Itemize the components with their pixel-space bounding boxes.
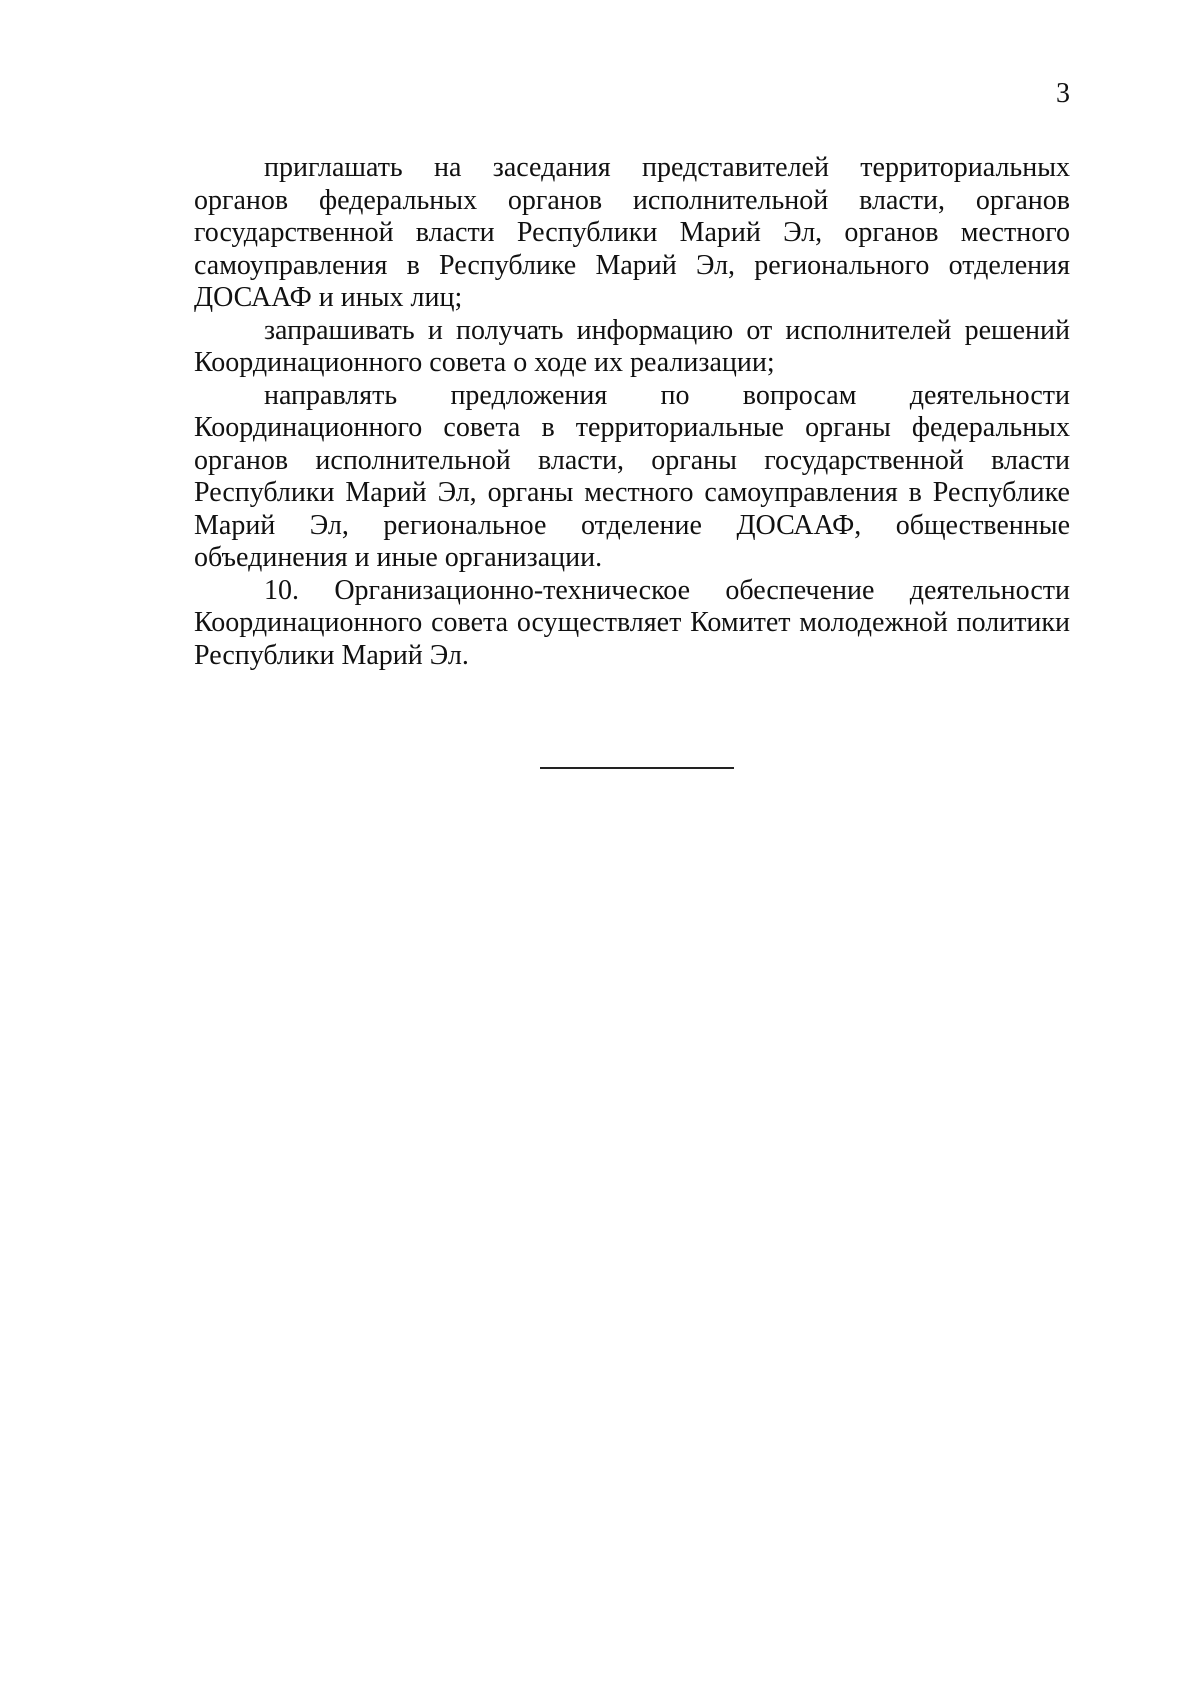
text-line: направлять предложения по вопросам деятельности bbox=[264, 379, 1070, 411]
paragraph-send-proposals bbox=[194, 380, 1070, 575]
text-line: Республики Марий Эл, органы местного самоуправления в Республике bbox=[194, 477, 1070, 508]
text-line: государственной власти Республики Марий Эл, органов местного bbox=[194, 217, 1070, 248]
page-number: 3 bbox=[1056, 78, 1070, 109]
text-line: органов исполнительной власти, органы государственной власти bbox=[194, 444, 1070, 476]
text-line: Республики Марий Эл. bbox=[194, 639, 469, 671]
paragraph-request bbox=[194, 315, 1070, 380]
text-line: органов федеральных органов исполнительной власти, органов bbox=[194, 184, 1070, 216]
text-line: Координационного совета о ходе их реализации; bbox=[194, 347, 775, 378]
text-line: самоуправления в Республике Марий Эл, регионального отделения bbox=[194, 249, 1070, 281]
text-line: ДОСААФ и иных лиц; bbox=[194, 282, 463, 313]
paragraph-item-10 bbox=[194, 575, 1070, 673]
text-line: объединения и иные организации. bbox=[194, 542, 603, 573]
text-line: приглашать на заседания представителей территориальных bbox=[264, 152, 1070, 183]
paragraph-invite bbox=[194, 152, 1070, 315]
closing-separator-line bbox=[540, 767, 734, 769]
text-line: Координационного совета в территориальные органы федеральных bbox=[194, 412, 1070, 443]
text-line: запрашивать и получать информацию от исполнителей решений bbox=[264, 314, 1070, 346]
text-line: Координационного совета осуществляет Комитет молодежной политики bbox=[194, 607, 1070, 638]
text-line: 10. Организационно-техническое обеспечение деятельности bbox=[264, 574, 1070, 606]
document-body bbox=[194, 152, 1070, 672]
text-line: Марий Эл, региональное отделение ДОСААФ, общественные bbox=[194, 509, 1070, 541]
